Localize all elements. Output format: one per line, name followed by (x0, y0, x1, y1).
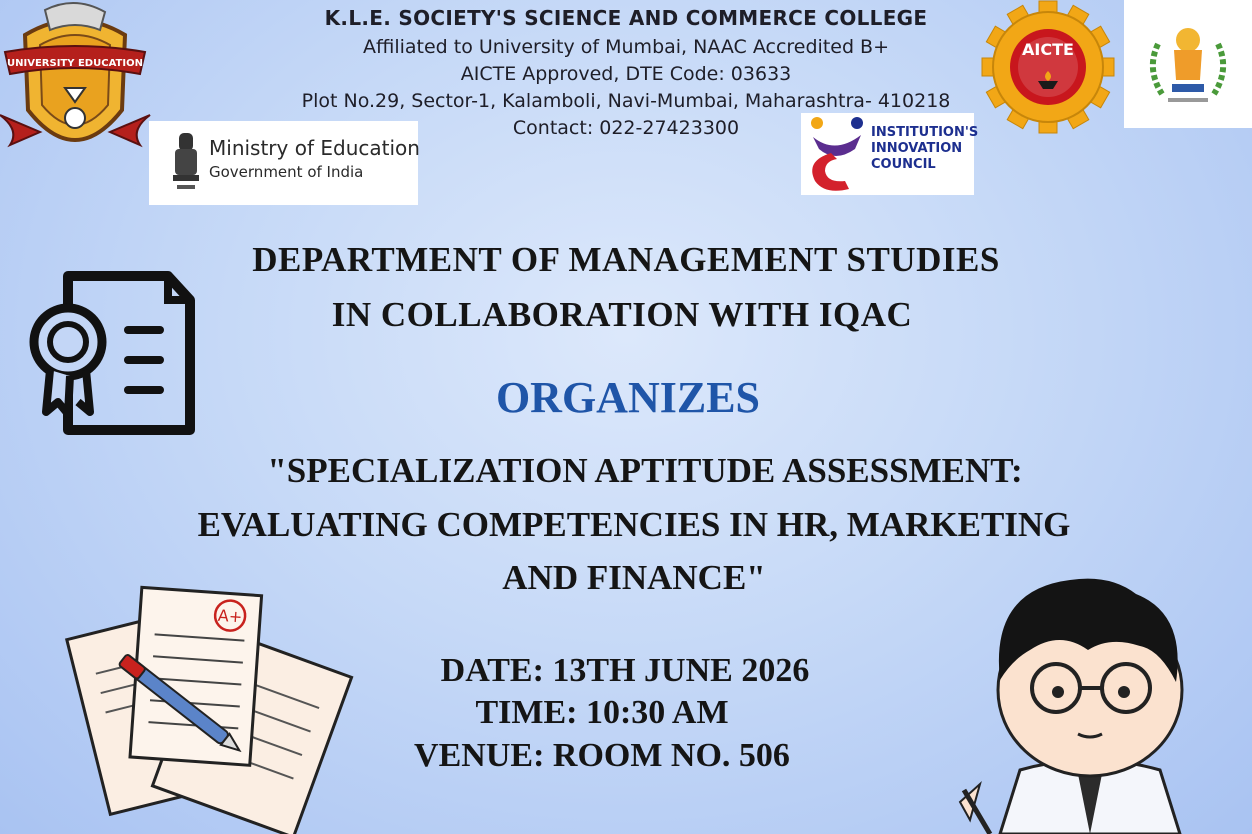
department-line-1: DEPARTMENT OF MANAGEMENT STUDIES (252, 240, 1000, 279)
ministry-education-logo (149, 121, 418, 205)
papers-illustration (55, 568, 355, 828)
contact-line: Contact: 022-27423300 (512, 117, 740, 139)
student-boy-illustration (960, 570, 1200, 834)
aicte-text: AICTE (1022, 40, 1074, 59)
affiliation-line: Affiliated to University of Mumbai, NAAC Accredited B+ (362, 36, 890, 58)
department-line-2: IN COLLABORATION WITH IQAC (331, 295, 913, 334)
kle-emblem (0, 0, 150, 165)
wreath-emblem-icon (1138, 14, 1238, 114)
college-name: K.L.E. SOCIETY'S SCIENCE AND COMMERCE COLLEGE (324, 6, 928, 30)
event-venue: VENUE: ROOM NO. 506 (414, 737, 790, 774)
event-title-line-3: AND FINANCE" (502, 558, 766, 597)
organizes-heading: ORGANIZES (495, 373, 761, 422)
address-line: Plot No.29, Sector-1, Kalamboli, Navi-Mumbai, Maharashtra- 410218 (301, 90, 951, 112)
iic-figure-icon (805, 115, 867, 193)
emblem-icon (171, 131, 201, 193)
ministry-subtitle: Government of India (209, 163, 364, 181)
iic-logo (801, 113, 979, 195)
event-date: DATE: 13TH JUNE 2026 (440, 652, 810, 689)
ministry-title: Ministry of Education (209, 136, 420, 160)
iic-line-1: INSTITUTION'S (871, 125, 979, 140)
kle-banner-text: UNIVERSITY EDUCATION (7, 58, 143, 69)
grade-mark: A+ (217, 605, 243, 627)
event-time: TIME: 10:30 AM (475, 694, 729, 731)
event-title-line-2: EVALUATING COMPETENCIES IN HR, MARKETING (197, 505, 1071, 544)
aicte-logo (981, 0, 1116, 135)
approval-line: AICTE Approved, DTE Code: 03633 (460, 63, 792, 85)
college-emblem-right (1124, 0, 1252, 128)
iic-line-2: INNOVATION (871, 141, 963, 156)
iic-line-3: COUNCIL (871, 157, 936, 172)
event-title-line-1: "SPECIALIZATION APTITUDE ASSESSMENT: (267, 451, 1023, 490)
